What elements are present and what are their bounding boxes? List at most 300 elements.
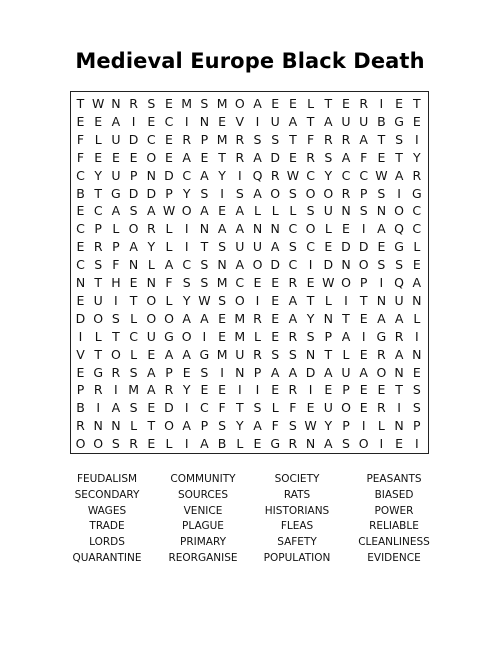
grid-letter: T xyxy=(412,96,421,111)
grid-letter: R xyxy=(253,346,262,362)
grid-letter: P xyxy=(359,185,368,201)
grid-letter: R xyxy=(288,436,298,452)
grid-letter: A xyxy=(359,131,368,147)
grid-letter: Q xyxy=(394,275,405,290)
grid-letter: T xyxy=(218,149,226,165)
grid-letter: C xyxy=(93,203,103,219)
grid-letter: S xyxy=(218,418,227,434)
grid-letter: S xyxy=(111,436,120,452)
grid-letter: T xyxy=(200,239,209,255)
word-list-item: COMMUNITY xyxy=(170,473,236,485)
grid-letter: I xyxy=(414,436,419,452)
grid-row xyxy=(71,381,428,398)
grid-letter: C xyxy=(288,221,298,237)
grid-row xyxy=(71,399,428,416)
grid-letter: B xyxy=(76,400,85,416)
grid-letter: N xyxy=(146,275,156,290)
grid-letter: A xyxy=(394,167,404,183)
grid-letter: I xyxy=(308,382,313,398)
grid-row xyxy=(71,95,428,112)
grid-letter: I xyxy=(184,400,189,416)
grid-letter: C xyxy=(200,400,209,416)
grid-letter: E xyxy=(342,96,350,111)
grid-letter: P xyxy=(76,382,85,398)
grid-letter: S xyxy=(129,400,138,416)
grid-letter: N xyxy=(412,346,422,362)
grid-letter: L xyxy=(377,418,385,434)
grid-letter: T xyxy=(129,292,138,308)
grid-letter: U xyxy=(270,113,280,129)
grid-letter: I xyxy=(255,382,260,398)
grid-letter: P xyxy=(200,418,209,434)
grid-letter: D xyxy=(164,167,174,183)
grid-letter: L xyxy=(324,221,332,237)
grid-letter: I xyxy=(379,275,384,290)
grid-letter: N xyxy=(199,221,210,237)
grid-letter: A xyxy=(341,328,351,344)
grid-letter: S xyxy=(94,257,103,273)
grid-letter: E xyxy=(76,364,85,380)
grid-letter: D xyxy=(323,257,334,273)
grid-letter: E xyxy=(147,113,156,129)
grid-letter: L xyxy=(165,292,173,308)
grid-letter: E xyxy=(76,239,85,255)
grid-letter: F xyxy=(76,131,85,147)
grid-letter: T xyxy=(306,292,315,308)
grid-row xyxy=(71,167,428,184)
grid-letter: C xyxy=(129,328,138,344)
grid-letter: R xyxy=(235,149,245,165)
grid-letter: V xyxy=(235,113,245,129)
grid-letter: S xyxy=(200,185,209,201)
grid-letter: O xyxy=(323,185,334,201)
grid-letter: I xyxy=(414,131,419,147)
grid-letter: E xyxy=(253,275,262,290)
grid-letter: I xyxy=(379,436,384,452)
grid-letter: S xyxy=(412,400,421,416)
grid-letter: P xyxy=(165,364,173,380)
grid-letter: R xyxy=(323,131,333,147)
grid-letter: A xyxy=(235,257,245,273)
word-list-item: FLEAS xyxy=(280,520,314,533)
grid-letter: U xyxy=(235,346,245,362)
grid-letter: I xyxy=(78,328,83,344)
grid-letter: S xyxy=(200,364,209,380)
grid-letter: S xyxy=(324,149,333,165)
grid-letter: Y xyxy=(94,167,102,183)
word-list-item: REORGANISE xyxy=(168,552,238,564)
grid-letter: S xyxy=(359,203,368,219)
grid-letter: L xyxy=(324,292,332,308)
grid-letter: S xyxy=(111,310,120,326)
grid-letter: O xyxy=(305,185,316,201)
grid-letter: G xyxy=(376,328,387,344)
grid-letter: E xyxy=(271,292,280,308)
grid-letter: I xyxy=(184,436,189,452)
grid-letter: A xyxy=(147,203,156,219)
word-list-item: PEASANTS xyxy=(366,473,422,485)
grid-letter: M xyxy=(234,310,246,326)
grid-letter: G xyxy=(394,113,404,129)
grid-letter: L xyxy=(342,346,350,362)
grid-letter: O xyxy=(146,310,157,326)
word-list-item: SOCIETY xyxy=(274,473,320,485)
grid-letter: S xyxy=(288,346,297,362)
grid-letter: E xyxy=(412,364,421,380)
grid-letter: E xyxy=(271,275,280,290)
grid-letter: Y xyxy=(218,167,226,183)
grid-letter: I xyxy=(202,328,207,344)
grid-letter: C xyxy=(146,131,156,147)
grid-letter: A xyxy=(182,149,191,165)
grid-letter: L xyxy=(94,328,102,344)
grid-letter: E xyxy=(359,310,368,326)
word-list-item: RATS xyxy=(283,488,311,501)
puzzle-title: Medieval Europe Black Death xyxy=(75,49,425,73)
grid-letter: S xyxy=(395,131,404,147)
grid-letter: P xyxy=(112,239,120,255)
grid-letter: P xyxy=(342,382,350,398)
grid-letter: R xyxy=(377,346,386,362)
word-list-item: TRADE xyxy=(89,520,125,533)
grid-letter: E xyxy=(412,113,421,129)
grid-letter: A xyxy=(235,203,245,219)
grid-row xyxy=(71,256,428,273)
grid-letter: E xyxy=(218,328,227,344)
grid-letter: R xyxy=(93,382,103,398)
word-list-item: CLEANLINESS xyxy=(358,536,430,549)
grid-letter: U xyxy=(252,239,263,255)
grid-letter: D xyxy=(164,400,174,416)
grid-letter: L xyxy=(307,96,315,111)
grid-letter: C xyxy=(341,167,351,183)
grid-letter: A xyxy=(341,149,351,165)
grid-letter: I xyxy=(361,418,366,434)
grid-letter: P xyxy=(413,418,421,434)
grid-letter: E xyxy=(182,364,191,380)
grid-letter: R xyxy=(412,167,422,183)
grid-letter: S xyxy=(412,382,421,398)
grid-letter: M xyxy=(216,275,228,290)
grid-letter: A xyxy=(359,364,368,380)
grid-letter: D xyxy=(75,310,86,326)
grid-letter: A xyxy=(182,310,191,326)
grid-letter: L xyxy=(254,203,261,219)
grid-letter: G xyxy=(93,364,104,380)
grid-letter: L xyxy=(271,203,279,219)
grid-letter: C xyxy=(164,113,174,129)
grid-letter: E xyxy=(76,203,85,219)
grid-letter: T xyxy=(306,113,315,129)
grid-letter: E xyxy=(165,131,173,147)
grid-letter: Y xyxy=(324,167,333,183)
word-list-item: HISTORIANS xyxy=(264,504,330,517)
grid-letter: T xyxy=(324,346,333,362)
grid-letter: E xyxy=(306,275,315,290)
word-list-item: PLAGUE xyxy=(182,520,224,533)
grid-letter: M xyxy=(216,96,228,111)
grid-letter: A xyxy=(377,310,386,326)
grid-letter: D xyxy=(270,149,280,165)
word-list-item: POWER xyxy=(374,504,414,517)
grid-letter: T xyxy=(235,400,244,416)
grid-letter: C xyxy=(412,203,422,219)
grid-letter: I xyxy=(344,292,348,308)
grid-letter: O xyxy=(110,346,121,362)
grid-letter: E xyxy=(165,96,173,111)
grid-letter: A xyxy=(200,167,209,183)
word-list-item: SAFETY xyxy=(277,536,317,549)
grid-letter: F xyxy=(360,149,368,165)
grid-letter: A xyxy=(200,203,209,219)
grid-letter: E xyxy=(200,382,209,398)
grid-letter: U xyxy=(235,239,245,255)
grid-letter: P xyxy=(200,131,209,147)
grid-letter: N xyxy=(323,310,333,326)
grid-letter: I xyxy=(184,221,189,237)
grid-letter: E xyxy=(147,436,156,452)
grid-letter: A xyxy=(111,113,121,129)
grid-letter: S xyxy=(182,275,191,290)
grid-letter: E xyxy=(271,96,280,111)
grid-letter: N xyxy=(341,257,351,273)
grid-letter: R xyxy=(288,275,298,290)
grid-letter: M xyxy=(216,346,228,362)
grid-letter: R xyxy=(288,328,298,344)
grid-letter: F xyxy=(112,257,120,273)
grid-letter: N xyxy=(75,275,86,290)
grid-letter: S xyxy=(288,185,297,201)
grid-letter: R xyxy=(306,149,315,165)
grid-letter: N xyxy=(217,257,227,273)
grid-letter: M xyxy=(234,328,246,344)
grid-letter: B xyxy=(76,185,85,201)
grid-letter: W xyxy=(162,203,176,219)
grid-letter: O xyxy=(164,310,174,326)
grid-letter: N xyxy=(394,364,404,380)
grid-letter: O xyxy=(181,328,192,344)
grid-letter: S xyxy=(235,185,244,201)
grid-letter: U xyxy=(111,131,121,147)
grid-letter: C xyxy=(182,257,192,273)
grid-letter: E xyxy=(324,239,333,255)
grid-letter: Y xyxy=(182,185,191,201)
grid-row xyxy=(71,185,428,202)
grid-letter: D xyxy=(128,131,139,147)
grid-letter: G xyxy=(199,346,210,362)
grid-letter: E xyxy=(111,149,120,165)
grid-letter: S xyxy=(288,239,297,255)
grid-letter: G xyxy=(164,328,174,344)
grid-letter: L xyxy=(147,257,155,273)
grid-row xyxy=(71,238,428,255)
grid-letter: E xyxy=(76,292,85,308)
grid-letter: N xyxy=(93,418,103,434)
grid-letter: I xyxy=(379,96,384,111)
grid-letter: L xyxy=(130,418,138,434)
grid-letter: N xyxy=(146,167,156,183)
grid-row xyxy=(71,346,428,363)
grid-letter: I xyxy=(96,400,101,416)
grid-letter: E xyxy=(218,382,227,398)
grid-letter: U xyxy=(323,203,333,219)
grid-letter: A xyxy=(377,221,386,237)
grid-letter: O xyxy=(146,149,157,165)
grid-letter: I xyxy=(414,328,419,344)
grid-letter: G xyxy=(111,185,121,201)
grid-letter: E xyxy=(359,346,368,362)
grid-letter: D xyxy=(305,364,316,380)
grid-letter: L xyxy=(112,221,120,237)
grid-letter: T xyxy=(359,292,368,308)
grid-letter: G xyxy=(394,239,404,255)
grid-letter: W xyxy=(304,418,317,434)
word-list-item: VENICE xyxy=(183,504,223,517)
letter-grid xyxy=(70,91,429,454)
grid-letter: L xyxy=(130,310,138,326)
grid-letter: T xyxy=(342,310,350,326)
grid-letter: O xyxy=(305,221,316,237)
grid-letter: L xyxy=(130,346,138,362)
grid-letter: O xyxy=(376,364,387,380)
grid-row xyxy=(71,364,428,381)
grid-letter: E xyxy=(218,310,227,326)
grid-letter: S xyxy=(200,96,209,111)
grid-letter: U xyxy=(341,364,351,380)
grid-letter: A xyxy=(253,96,262,111)
grid-letter: A xyxy=(182,346,191,362)
grid-letter: S xyxy=(288,418,297,434)
grid-letter: N xyxy=(199,113,210,129)
grid-letter: V xyxy=(76,346,85,362)
grid-letter: S xyxy=(218,239,227,255)
grid-letter: T xyxy=(377,131,386,147)
grid-row xyxy=(71,435,428,452)
grid-letter: O xyxy=(270,185,281,201)
grid-letter: W xyxy=(92,96,105,111)
grid-letter: Y xyxy=(324,418,333,434)
grid-row xyxy=(71,310,428,327)
grid-letter: A xyxy=(111,203,121,219)
grid-letter: E xyxy=(412,257,421,273)
grid-letter: C xyxy=(306,239,315,255)
grid-letter: O xyxy=(358,257,369,273)
grid-letter: A xyxy=(235,221,245,237)
grid-letter: D xyxy=(341,239,351,255)
grid-letter: I xyxy=(237,382,242,398)
grid-letter: A xyxy=(200,436,209,452)
grid-letter: U xyxy=(111,167,121,183)
grid-letter: C xyxy=(412,221,422,237)
grid-letter: E xyxy=(218,203,227,219)
grid-letter: C xyxy=(182,167,192,183)
grid-letter: A xyxy=(288,113,298,129)
grid-letter: N xyxy=(252,221,263,237)
word-list-item: POPULATION xyxy=(263,552,331,564)
grid-letter: N xyxy=(111,418,121,434)
grid-letter: S xyxy=(200,257,209,273)
grid-letter: O xyxy=(93,310,104,326)
grid-letter: F xyxy=(76,149,85,165)
grid-letter: L xyxy=(413,239,421,255)
grid-letter: W xyxy=(286,167,300,183)
grid-letter: C xyxy=(306,167,315,183)
grid-letter: F xyxy=(289,400,297,416)
grid-letter: S xyxy=(271,346,280,362)
grid-letter: O xyxy=(164,418,174,434)
grid-letter: I xyxy=(361,328,366,344)
grid-letter: E xyxy=(165,149,173,165)
grid-letter: E xyxy=(129,149,138,165)
grid-letter: U xyxy=(359,113,369,129)
grid-letter: D xyxy=(128,185,139,201)
grid-letter: T xyxy=(289,131,297,147)
grid-letter: A xyxy=(412,275,422,290)
grid-letter: A xyxy=(111,400,121,416)
grid-letter: R xyxy=(359,96,369,111)
grid-letter: I xyxy=(255,113,260,129)
grid-letter: A xyxy=(253,149,262,165)
grid-letter: L xyxy=(236,436,244,452)
grid-letter: D xyxy=(358,239,369,255)
grid-letter: N xyxy=(341,203,351,219)
grid-letter: A xyxy=(324,113,333,129)
grid-letter: P xyxy=(165,185,173,201)
grid-letter: R xyxy=(146,221,156,237)
grid-letter: O xyxy=(341,400,351,416)
grid-letter: L xyxy=(94,131,102,147)
grid-letter: O xyxy=(341,275,351,290)
grid-letter: N xyxy=(305,436,316,452)
grid-letter: I xyxy=(184,113,189,129)
grid-letter: I xyxy=(397,400,401,416)
grid-letter: E xyxy=(342,221,350,237)
grid-letter: R xyxy=(377,400,386,416)
grid-letter: R xyxy=(270,167,280,183)
grid-letter: N xyxy=(235,364,245,380)
grid-letter: N xyxy=(412,292,422,308)
grid-letter: A xyxy=(324,364,333,380)
grid-letter: D xyxy=(146,185,157,201)
grid-letter: T xyxy=(94,185,102,201)
grid-letter: H xyxy=(111,275,121,290)
grid-letter: A xyxy=(288,364,298,380)
grid-letter: S xyxy=(129,203,138,219)
grid-letter: S xyxy=(271,131,280,147)
grid-letter: E xyxy=(395,436,404,452)
grid-row xyxy=(71,149,428,166)
grid-letter: T xyxy=(94,346,102,362)
grid-letter: E xyxy=(94,113,103,129)
grid-letter: Y xyxy=(147,239,156,255)
grid-letter: A xyxy=(129,239,138,255)
grid-letter: L xyxy=(413,310,421,326)
grid-letter: R xyxy=(341,185,351,201)
grid-letter: I xyxy=(220,185,224,201)
grid-row xyxy=(71,113,428,130)
grid-letter: E xyxy=(147,400,156,416)
grid-letter: E xyxy=(271,310,280,326)
grid-letter: L xyxy=(254,328,261,344)
grid-letter: M xyxy=(216,131,228,147)
grid-letter: D xyxy=(270,257,280,273)
grid-letter: L xyxy=(165,239,173,255)
grid-letter: I xyxy=(255,292,260,308)
grid-letter: A xyxy=(270,239,280,255)
grid-letter: T xyxy=(395,382,403,398)
word-list-item: BIASED xyxy=(374,488,414,501)
grid-row xyxy=(71,274,428,291)
